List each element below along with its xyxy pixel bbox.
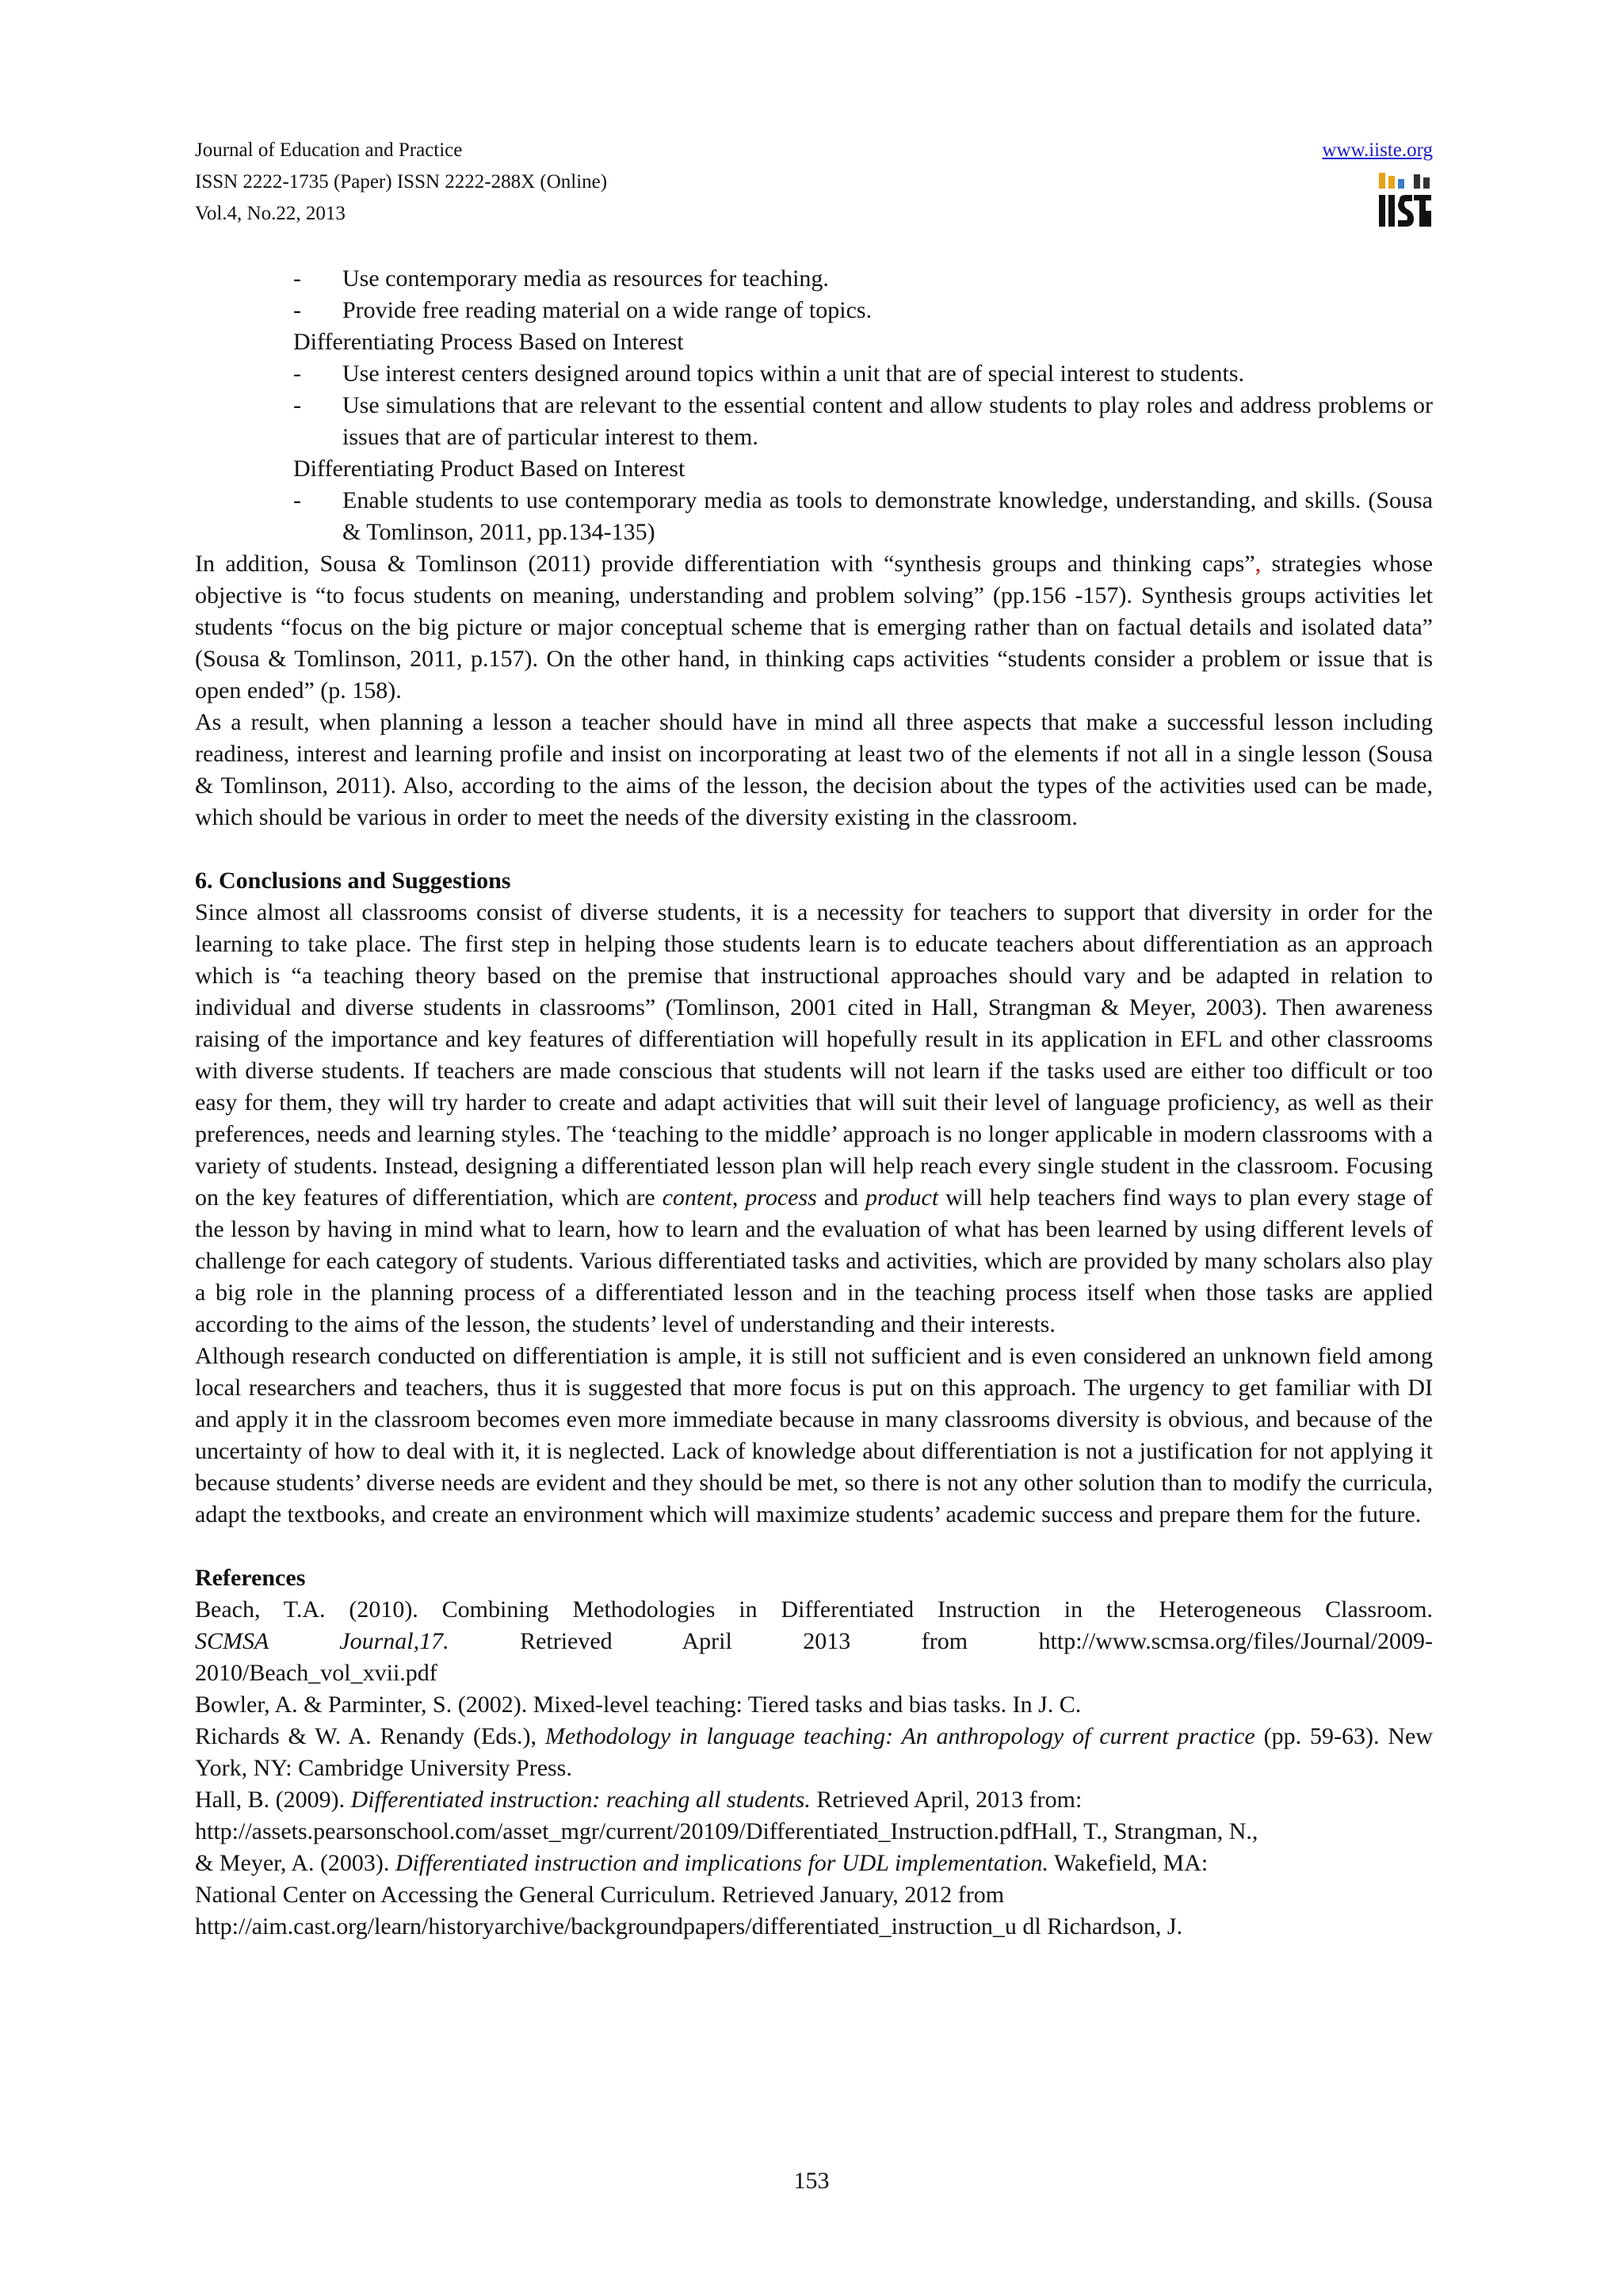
volume-line: Vol.4, No.22, 2013 — [195, 203, 346, 224]
iiste-logo-icon — [1376, 170, 1433, 230]
bullet-contemporary-media: - Enable students to use contemporary media as tools to demonstrate knowledge, understanding, and skills. (Sousa & Tomlinson, 2011, pp.134-135) — [195, 485, 1433, 548]
bullet-simulations: - Use simulations that are relevant to the essential content and allow students to play roles and address problems or issues that are of particular interest to them. — [195, 390, 1433, 453]
bullet-media-resources: - Use contemporary media as resources for teaching. — [195, 263, 1433, 295]
website-link[interactable]: www.iiste.org — [1322, 139, 1433, 161]
journal-name: Journal of Education and Practice — [195, 139, 463, 161]
bullet-interest-centers: - Use interest centers designed around topics within a unit that are of special interest to students. — [195, 358, 1433, 390]
subheading-product: Differentiating Product Based on Interest — [293, 456, 685, 482]
reference-beach: Beach, T.A. (2010). Combining Methodologies in Differentiated Instruction in the Heterogeneous Classroom. SCMSA Journal,17. Retrieved April 2013 from http://www.scmsa.org/files/Journal/2009- 2010/Beach_vol_xvii.pdf — [195, 1596, 1433, 1686]
reference-bowler: Bowler, A. & Parminter, S. (2002). Mixed-level teaching: Tiered tasks and bias tasks. In J. C. Richards & W. A. Renandy (Eds.), Methodology in language teaching: An anthropology of current practice (pp. 59-63). New York, NY: Cambridge University Press. — [195, 1691, 1433, 1781]
paragraph-conclusions-1: Since almost all classrooms consist of diverse students, it is a necessity for teachers to support that diversity in order for the learning to take place. The first step in helping those students learn is to educate teachers about differentiation as an approach which is “a teaching theory based on the premise that instructional approaches should vary and be adapted in relation to individual and diverse students in classrooms” (Tomlinson, 2001 cited in Hall, Strangman & Meyer, 2003). Then awareness raising of the importance and key features of differentiation will hopefully result in its application in EFL and other classrooms with diverse students. If teachers are made conscious that students will not learn if the tasks used are either too difficult or too easy for them, they will try harder to create and adapt activities that will suit their level of language proficiency, as well as their preferences, needs and learning styles. The ‘teaching to the middle’ approach is no longer applicable in modern classrooms with a variety of students. Instead, designing a differentiated lesson plan will help reach every single student in the classroom. Focusing on the key features of differentiation, which are content, process and product will help teachers find ways to plan every stage of the lesson by having in mind what to learn, how to learn and the evaluation of what has been learned by using different levels of challenge for each category of students. Various differentiated tasks and activities, which are provided by many scholars also play a big role in the planning process of a differentiated lesson and in the teaching process itself when those tasks are applied according to the aims of the lesson, the students’ level of understanding and their interests. — [195, 899, 1433, 1337]
page-header — [195, 135, 1433, 230]
section-title-conclusions: 6. Conclusions and Suggestions — [195, 868, 511, 894]
section-title-references: References — [195, 1565, 306, 1591]
subheading-process: Differentiating Process Based on Interest — [293, 329, 684, 355]
paragraph-as-a-result: As a result, when planning a lesson a teacher should have in mind all three aspects that make a successful lesson including readiness, interest and learning profile and insist on incorporating at least two of the elements if not all in a single lesson (Sousa & Tomlinson, 2011). Also, according to the aims of the lesson, the decision about the types of the activities used can be made, which should be various in order to meet the needs of the diversity existing in the classroom. — [195, 709, 1433, 830]
page-number: 153 — [793, 2168, 830, 2194]
paragraph-conclusions-2: Although research conducted on differentiation is ample, it is still not sufficient and is even considered an unknown field among local researchers and teachers, thus it is suggested that more focus is put on this approach. The urgency to get familiar with DI and apply it in the classroom becomes even more immediate because in many classrooms diversity is obvious, and because of the uncertainty of how to deal with it, it is neglected. Lack of knowledge about differentiation is not a justification for not applying it because students’ diverse needs are evident and they should be met, so there is not any other solution than to modify the curricula, adapt the textbooks, and create an environment which will maximize students’ academic success and prepare them for the future. — [195, 1343, 1433, 1527]
bullet-free-reading: - Provide free reading material on a wide range of topics. — [195, 295, 1433, 326]
page-content — [195, 263, 1433, 1943]
paragraph-in-addition: In addition, Sousa & Tomlinson (2011) provide differentiation with “synthesis groups and thinking caps”, strategies whose objective is “to focus students on meaning, understanding and problem solving” (pp.156 -157). Synthesis groups activities let students “focus on the big picture or major conceptual scheme that is emerging rather than on factual details and isolated data” (Sousa & Tomlinson, 2011, p.157). On the other hand, in thinking caps activities “students consider a problem or issue that is open ended” (p. 158). — [195, 551, 1434, 704]
reference-hall: Hall, B. (2009). Differentiated instruction: reaching all students. Retrieved April, 2013 from: http://assets.pearsonschool.com/asset_mgr/current/20109/Differentiated_Instruction.pdfHall, T., Strangman, N., & Meyer, A. (2003). Differentiated instruction and implications for UDL implementation. Wakefield, MA: National Center on Accessing the General Curriculum. Retrieved January, 2012 from http://aim.cast.org/learn/historyarchive/backgroundpapers/differentiated_instruction_u dl Richardson, J. — [195, 1787, 1258, 1939]
issn-line: ISSN 2222-1735 (Paper) ISSN 2222-288X (Online) — [195, 171, 608, 193]
